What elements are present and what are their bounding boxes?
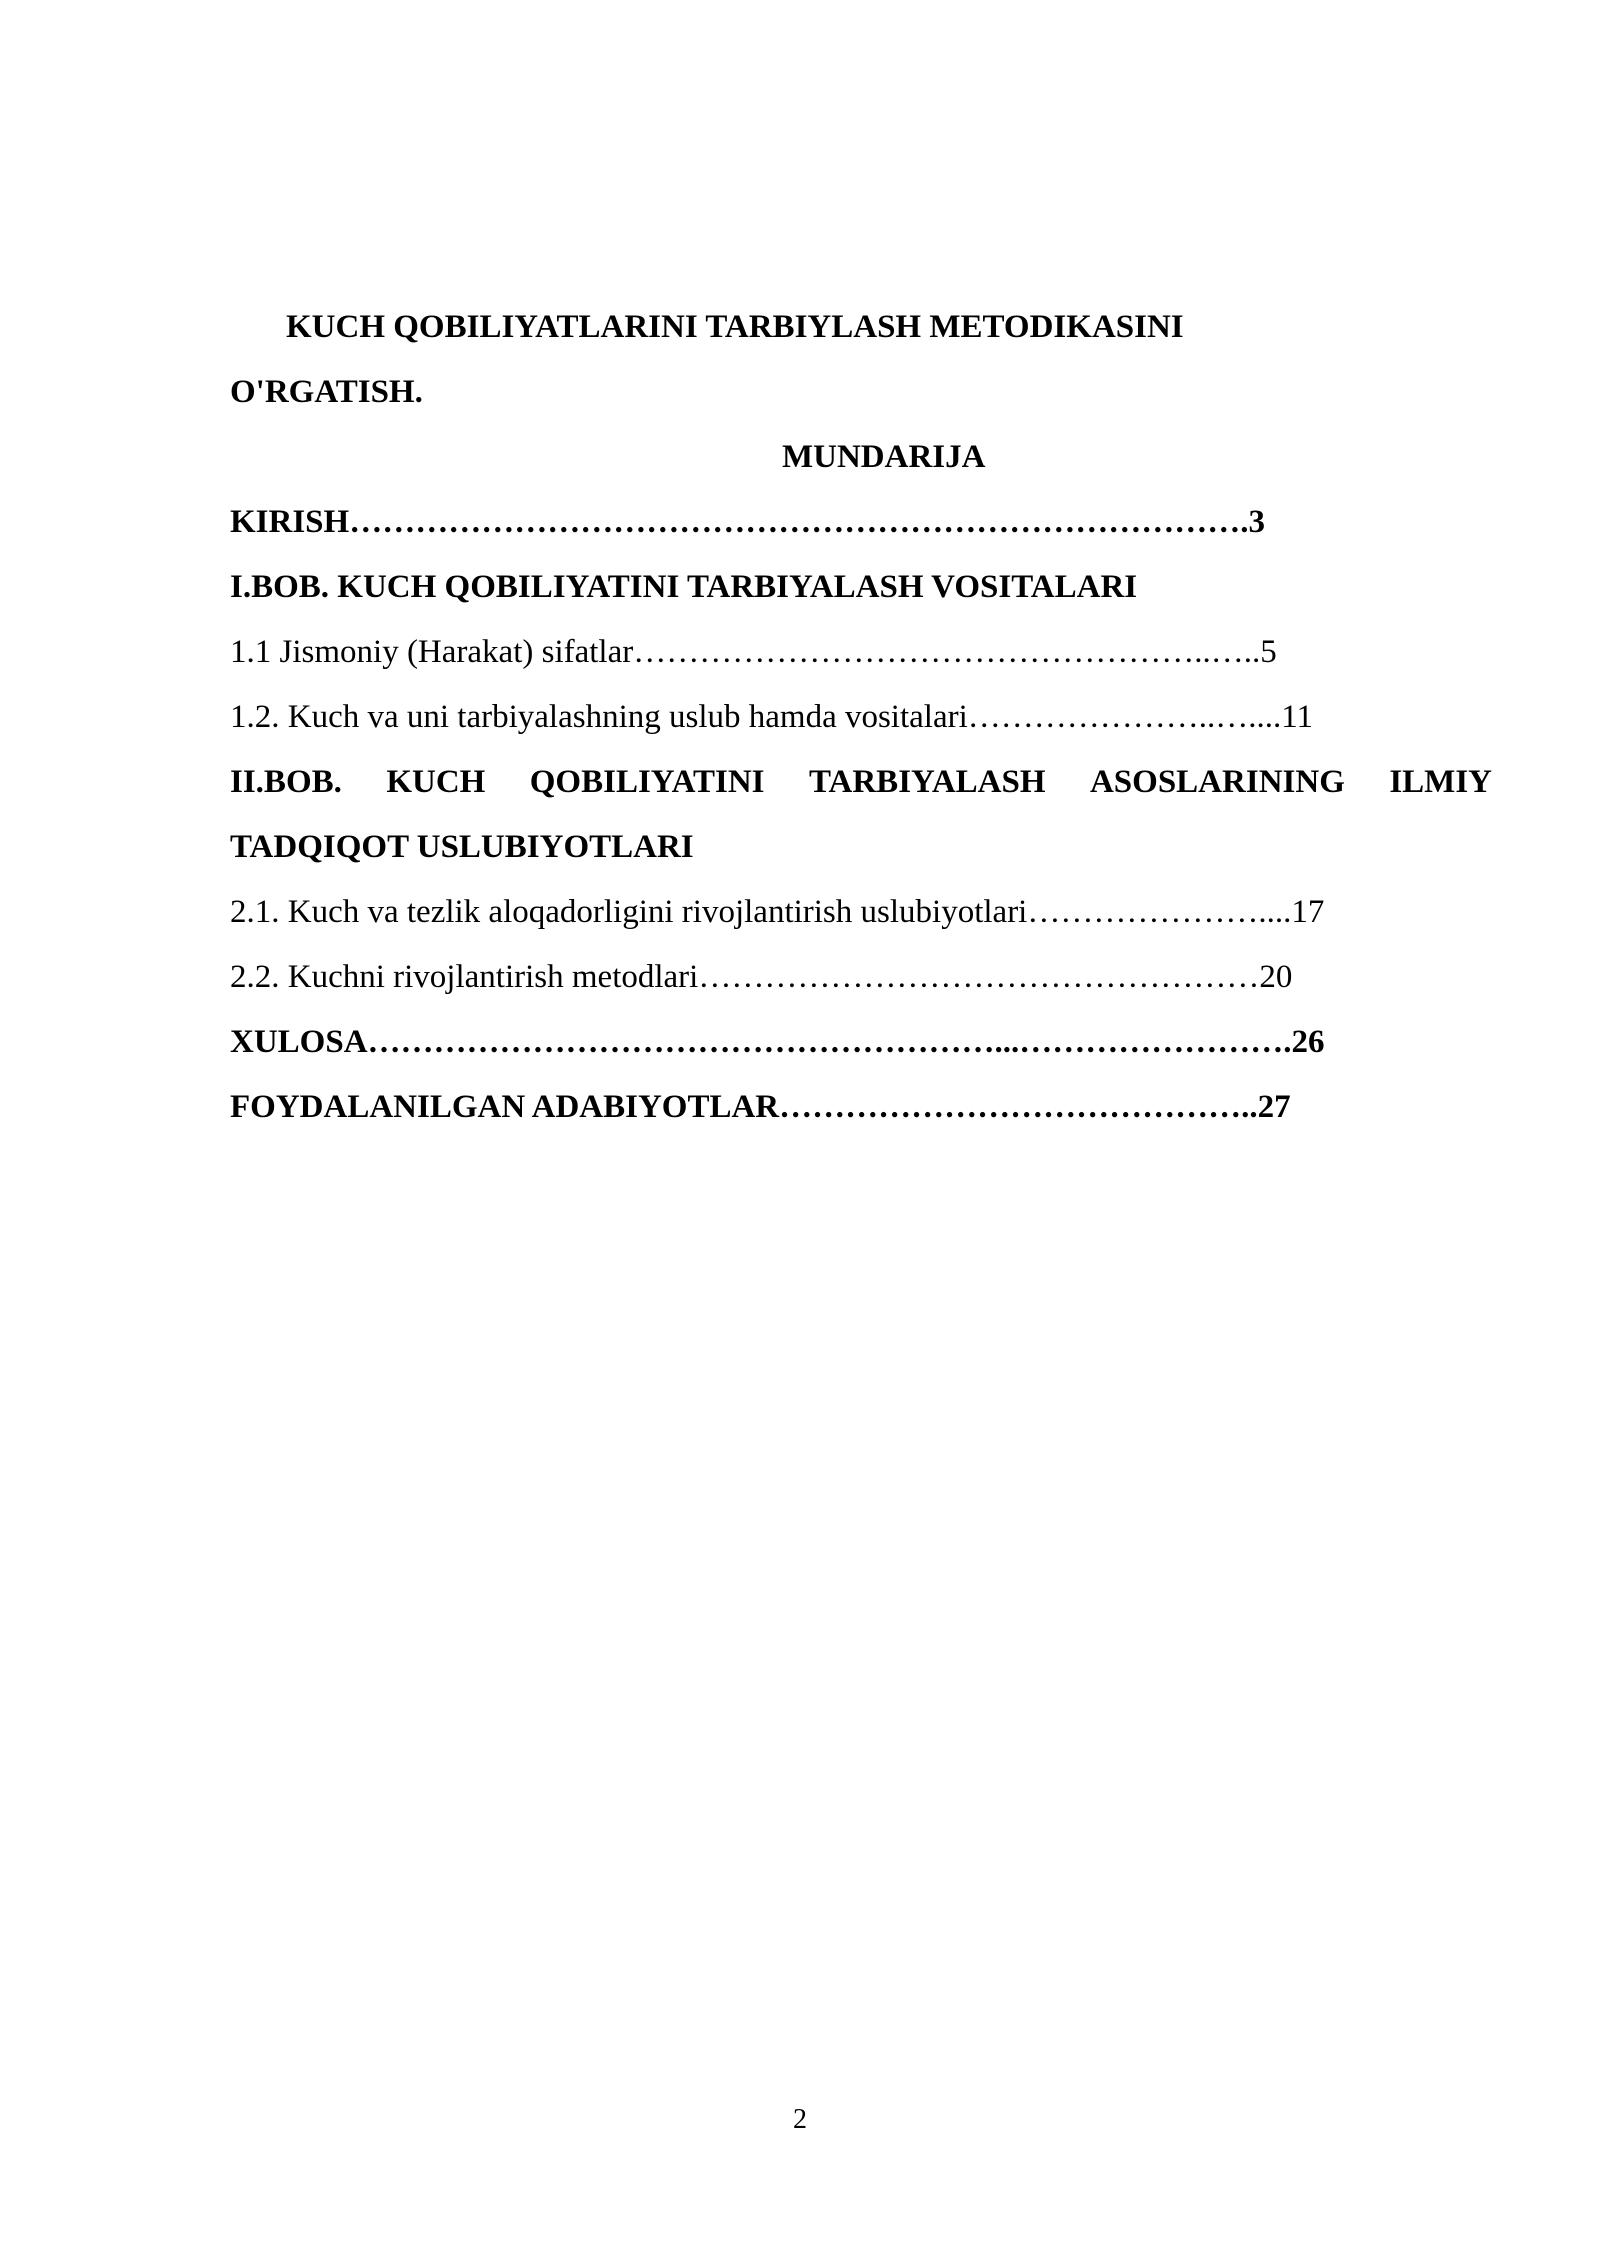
toc-entry-chapter-2-line-1 [230, 766, 1492, 799]
toc-heading: MUNDARIJA [782, 439, 986, 475]
toc-entry-2-2: 2.2. Kuchni rivojlantirish metodlari……………………………………………20 [230, 959, 1293, 995]
toc-entry-chapter-2-line-2: TADQIQOT USLUBIYOTLARI [230, 829, 694, 865]
toc-word: KUCH [386, 764, 486, 800]
toc-entry-kirish: KIRISH……………………………………………………………………….3 [230, 504, 1265, 540]
toc-entry-1-1: 1.1 Jismoniy (Harakat) sifatlar……………………………………………..…..5 [230, 634, 1277, 670]
document-title-line-2: O'RGATISH. [230, 374, 423, 410]
toc-word: QOBILIYATINI [529, 764, 765, 800]
toc-entry-chapter-1: I.BOB. KUCH QOBILIYATINI TARBIYALASH VOSITALARI [230, 569, 1138, 605]
toc-word: II.BOB. [230, 764, 342, 800]
toc-entry-bibliography: FOYDALANILGAN ADABIYOTLAR……………………………………..27 [230, 1089, 1291, 1125]
page-number: 2 [793, 2104, 807, 2135]
toc-word: ILMIY [1389, 764, 1492, 800]
document-title-line-1: KUCH QOBILIYATLARINI TARBIYLASH METODIKASINI [286, 309, 1184, 345]
toc-word: TARBIYALASH [808, 764, 1046, 800]
toc-entry-xulosa: XULOSA…………………………………………………...…………………….26 [230, 1024, 1325, 1060]
toc-entry-2-1: 2.1. Kuch va tezlik aloqadorligini rivojlantirish uslubiyotlari…………………....17 [230, 894, 1325, 930]
toc-word: ASOSLARINING [1089, 764, 1345, 800]
toc-entry-1-2: 1.2. Kuch va uni tarbiyalashning uslub hamda vositalari…………………..…....11 [230, 699, 1314, 735]
